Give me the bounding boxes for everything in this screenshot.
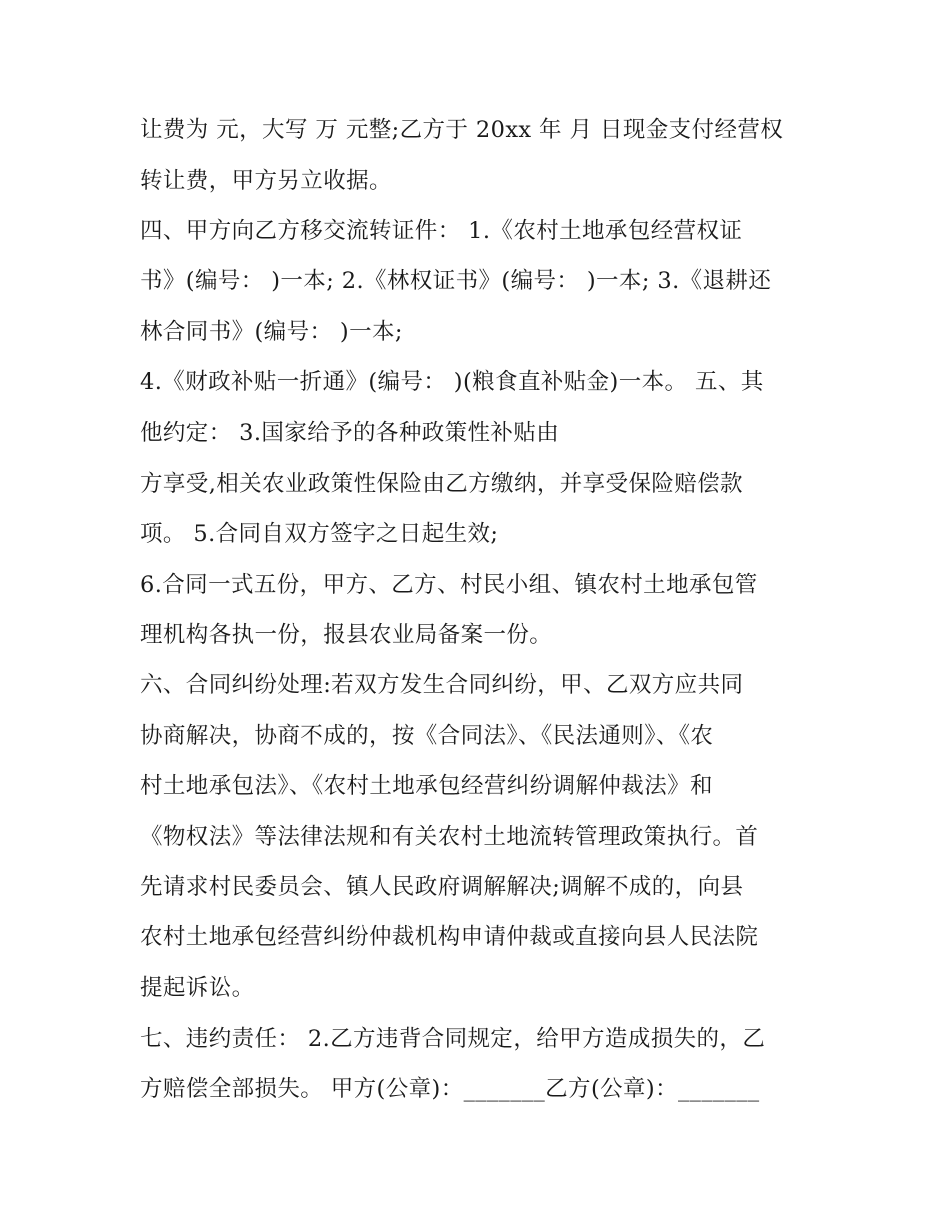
text-line: 村土地承包法》、《农村土地承包经营纠纷调解仲裁法》和 [140, 773, 713, 799]
text-line: 6.合同一式五份，甲方、乙方、村民小组、镇农村土地承包管 [140, 572, 758, 598]
text-line: 方赔偿全部损失。 甲方(公章)：_______乙方(公章)：_______ [140, 1076, 760, 1102]
text-line: 先请求村民委员会、镇人民政府调解解决;调解不成的，向县 [140, 874, 744, 900]
text-line: 协商解决，协商不成的，按《合同法》、《民法通则》、《农 [140, 723, 714, 749]
text-line: 农村土地承包经营纠纷仲裁机构申请仲裁或直接向县人民法院 [140, 924, 759, 950]
text-line: 4.《财政补贴一折通》(编号： )(粮食直补贴金)一本。 五、其 [140, 369, 764, 395]
text-line: 他约定： 3.国家给予的各种政策性补贴由 [140, 420, 560, 446]
text-line: 让费为 元，大写 万 元整;乙方于 20xx 年 月 日现金支付经营权 [140, 117, 784, 143]
text-line: 六、合同纠纷处理:若双方发生合同纠纷，甲、乙双方应共同 [140, 672, 744, 698]
text-line: 理机构各执一份，报县农业局备案一份。 [140, 622, 553, 648]
text-line: 项。 5.合同自双方签字之日起生效; [140, 521, 499, 547]
text-line: 《物权法》等法律法规和有关农村土地流转管理政策执行。首 [140, 824, 759, 850]
text-line: 书》(编号： )一本; 2.《林权证书》(编号： )一本; 3.《退耕还 [140, 268, 772, 294]
text-line: 提起诉讼。 [140, 975, 255, 1001]
text-line: 方享受,相关农业政策性保险由乙方缴纳，并享受保险赔偿款 [140, 471, 743, 497]
text-line: 转让费，甲方另立收据。 [140, 168, 392, 194]
text-line: 林合同书》(编号： )一本; [140, 319, 403, 345]
text-line: 四、甲方向乙方移交流转证件： 1.《农村土地承包经营权证 [140, 218, 743, 244]
text-line: 七、违约责任： 2.乙方违背合同规定，给甲方造成损失的，乙 [140, 1026, 766, 1052]
